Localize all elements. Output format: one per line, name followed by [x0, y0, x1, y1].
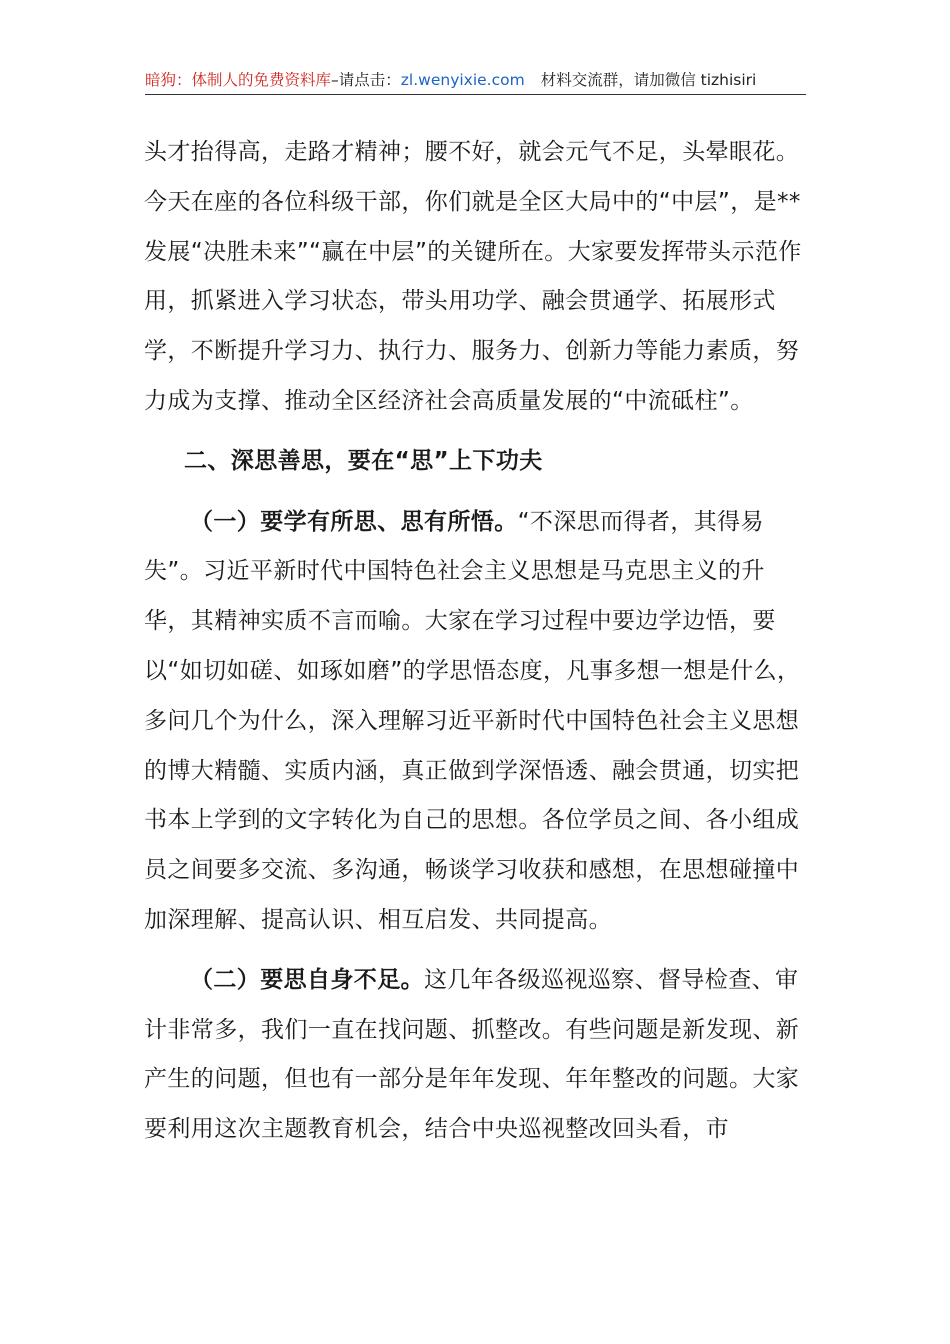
header-brand: 暗狗：体制人的免费资料库 — [145, 71, 332, 89]
subsection-2-text: 这几年各级巡视巡察、督导检查、审计非常多，我们一直在找问题、抓整改。有些问题是新发现、新产生的问题，但也有一部分是年年发现、年年整改的问题。大家要利用这次主题教育机会，结合中央巡视整改回头看，市 — [144, 966, 800, 1143]
paragraph-intro: 头才抬得高，走路才精神；腰不好，就会元气不足，头晕眼花。今天在座的各位科级干部，你们就是全区大局中的“中层”，是**发展“决胜未来”“赢在中层”的关键所在。大家要发挥带头示范作用，抓紧进入学习状态，带头用功学、融会贯通学、拓展形式学，不断提升学习力、执行力、服务力、创新力等能力素质，努力成为支撑、推动全区经济社会高质量发展的“中流砥柱”。 — [144, 139, 802, 414]
subsection-1-title: （一）要学有所思、思有所悟。 — [190, 508, 518, 535]
paragraph-section-2 — [144, 956, 808, 1155]
header-group-text: 材料交流群，请加微信 tizhisiri — [540, 71, 757, 89]
header-click-prefix: –请点击： — [331, 71, 401, 89]
header-url-link[interactable]: zl.wenyixie.com — [400, 71, 525, 89]
document-body — [144, 128, 808, 1155]
section-heading-2: 二、深思善思，要在“思”上下功夫 — [184, 447, 543, 474]
paragraph-section-1 — [144, 498, 808, 946]
subsection-1-text: “不深思而得者，其得易失”。习近平新时代中国特色社会主义思想是马克思主义的升华，其精神实质不言而喻。大家在学习过程中要边学边悟，要以“如切如磋、如琢如磨”的学思悟态度，凡事多想一想是什么，多问几个为什么，深入理解习近平新时代中国特色社会主义思想的博大精髓、实质内涵，真正做到学深悟透、融会贯通，切实把书本上学到的文字转化为自己的思想。各位学员之间、各小组成员之间要多交流、多沟通，畅谈学习收获和感想，在思想碰撞中加深理解、提高认识、相互启发、共同提高。 — [144, 508, 801, 933]
page-header — [145, 68, 806, 95]
subsection-2-title: （二）要思自身不足。 — [190, 966, 424, 993]
